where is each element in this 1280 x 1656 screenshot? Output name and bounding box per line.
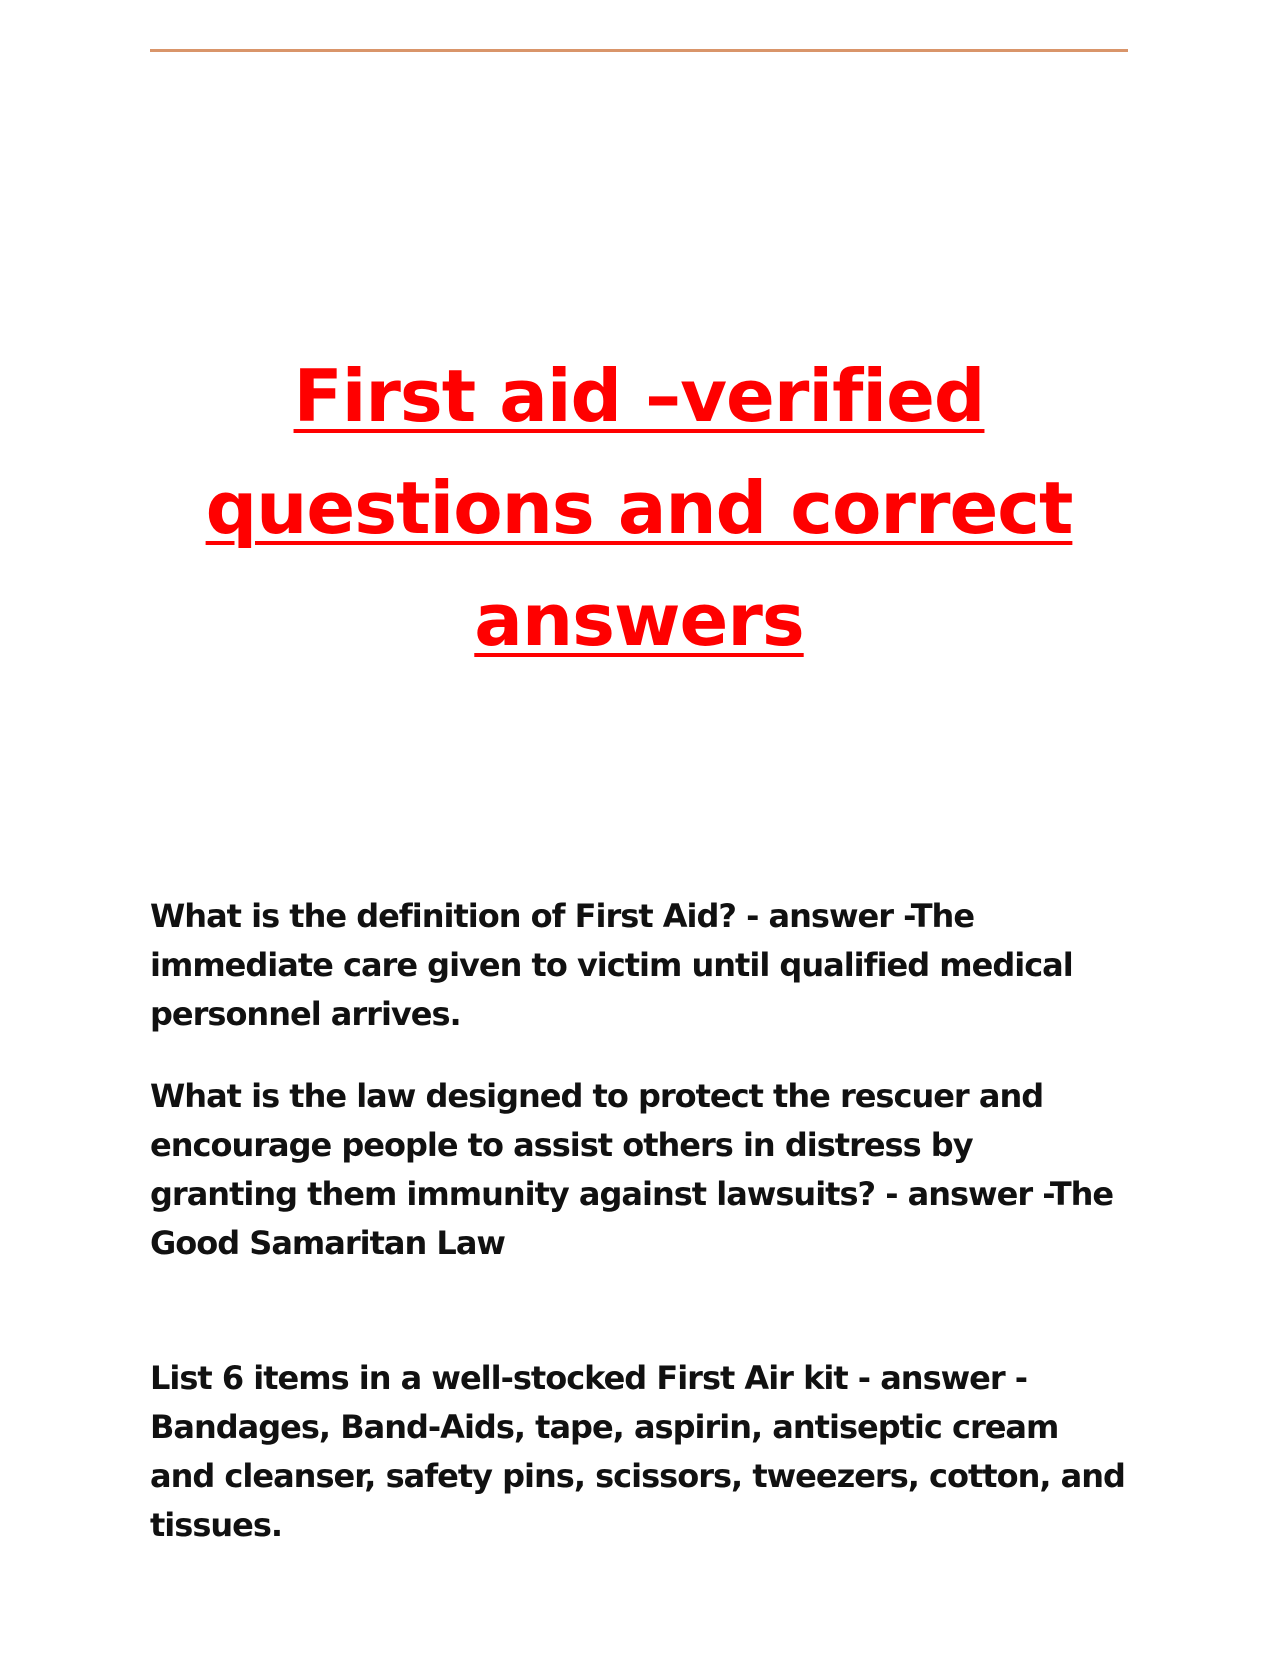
qa-entry-good-samaritan-law: What is the law designed to protect the rescuer and encourage people to assist others in distress by granting them immunity against lawsuits? - answer -The Good Samaritan Law (150, 1077, 1114, 1262)
document-title: First aid –verified questions and correct answers (205, 354, 1073, 662)
qa-entry-first-aid-definition: What is the definition of First Aid? - answer -The immediate care given to victim until qualified medical personnel arrives. (150, 897, 1073, 1033)
header-divider (150, 49, 1128, 52)
qa-entry-first-aid-kit-items: List 6 items in a well-stocked First Air kit - answer -Bandages, Band-Aids, tape, aspirin, antiseptic cream and cleanser, safety pins, scissors, tweezers, cotton, and tissues. (150, 1359, 1125, 1544)
